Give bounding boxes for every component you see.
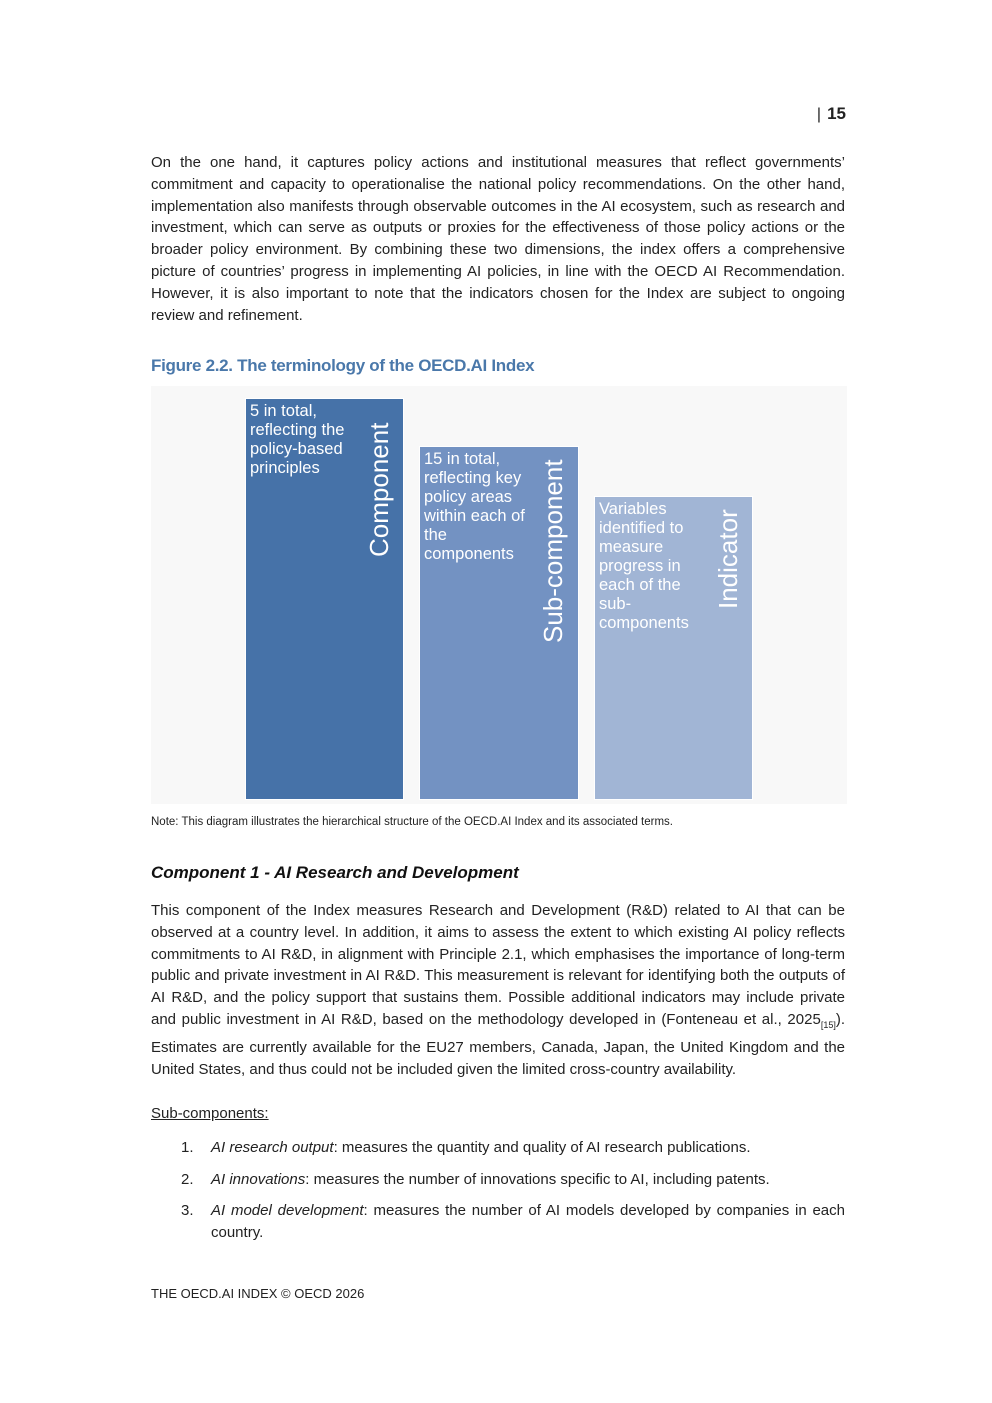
list-item: 2. AI innovations: measures the number of innovations specific to AI, including patents.	[181, 1171, 770, 1188]
section-heading: Component 1 - AI Research and Development	[151, 863, 519, 882]
page-footer: THE OECD.AI INDEX © OECD 2026	[151, 1286, 365, 1301]
sub-component-bar	[419, 446, 579, 800]
intro-paragraph: On the one hand, it captures policy actions and institutional measures that reflect governments’ commitment and capacity to operationalise the national policy recommendations. On the other hand, implementation also manifests through observable outcomes in the AI ecosystem, such as research and investment, which can serve as outputs or proxies for the effectiveness of those policy actions or the broader policy environment. By combining these two dimensions, the index offers a comprehensive picture of countries’ progress in implementing AI policies, in line with the OECD AI Recommendation. However, it is also important to note that the indicators chosen for the Index are subject to ongoing review and refinement.	[151, 154, 845, 324]
component-bar	[245, 398, 404, 800]
list-item: 1. AI research output: measures the quantity and quality of AI research publications.	[181, 1139, 751, 1156]
terminology-diagram	[151, 386, 847, 804]
indicator-bar	[594, 496, 753, 800]
subcomponents-label: Sub-components:	[151, 1105, 269, 1122]
component-label: Component	[364, 422, 394, 557]
section-paragraph: This component of the Index measures Research and Development (R&D) related to AI that can be observed at a country level. In addition, it aims to assess the extent to which existing AI policy reflects commitments to AI R&D, in alignment with Principle 2.1, which emphasises the importance of long-term public and private investment in AI R&D. This measurement is relevant for identifying both the outputs of AI R&D, and the policy support that sustains them. Possible additional indicators may include private and public investment in AI R&D, based on the methodology developed in (Fonteneau et al., $2025_{[15]}$). Estimates are currently available for the EU27 members, Canada, Japan, the United Kingdom and the United States, and thus could not be included given the limited cross-country availability.	[151, 902, 845, 1078]
figure-title: Figure 2.2. The terminology of the OECD.AI Index	[151, 356, 535, 375]
sub-component-label: Sub-component	[538, 459, 568, 643]
page-number: | 15	[816, 104, 846, 123]
list-item: 3. AI model development: measures the number of AI models developed by companies in each country.	[181, 1202, 845, 1241]
indicator-description: Variables identified to measure progress in each of the sub-components	[599, 500, 689, 632]
sub-component-description: 15 in total, reflecting key policy areas within each of the components	[424, 450, 525, 563]
component-description: 5 in total, reflecting the policy-based principles	[250, 402, 345, 477]
reference-link[interactable]: [15]	[820, 1019, 836, 1030]
figure-note: Note: This diagram illustrates the hierarchical structure of the OECD.AI Index and its associated terms.	[151, 816, 673, 828]
indicator-label: Indicator	[713, 509, 743, 609]
